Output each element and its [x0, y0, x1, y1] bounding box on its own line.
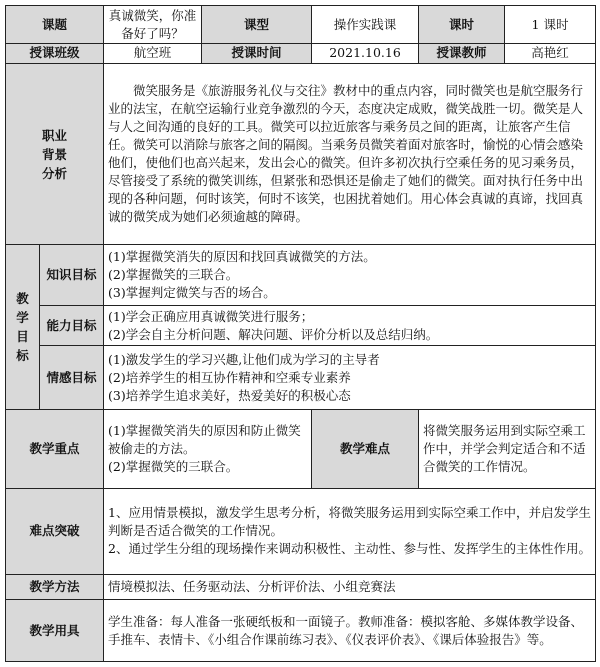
teacher-value: 高艳红	[505, 44, 596, 64]
ability-goal-item: (1)学会正确应用真诚微笑进行服务；	[108, 308, 314, 324]
knowledge-goal-item: (2)掌握微笑的三联合。	[108, 267, 239, 283]
breakthrough-item: 2、通过学生分组的现场操作来调动积极性、主动性、参与性、发挥学生的主体性作用。	[108, 541, 591, 557]
breakthrough-label: 难点突破	[6, 488, 104, 575]
time-label: 授课时间	[202, 44, 312, 64]
teaching-methods-label: 教学方法	[6, 575, 104, 600]
hours-value: 1 课时	[505, 6, 596, 44]
type-value: 操作实践课	[312, 6, 419, 44]
key-points-list	[104, 410, 312, 488]
difficult-points-text: 将微笑服务运用到实际空乘工作中，并学会判定适合和不适合微笑的工作情况。	[419, 410, 596, 488]
teacher-label: 授课教师	[419, 44, 505, 64]
difficult-points-label: 教学难点	[312, 410, 419, 488]
knowledge-goal-item: (1)掌握微笑消失的原因和找回真诚微笑的方法。	[108, 249, 376, 265]
knowledge-goal-item: (3)掌握判定微笑与否的场合。	[108, 285, 276, 301]
ability-goals-list	[104, 306, 596, 346]
teaching-goals-label	[6, 245, 40, 410]
teaching-methods-text: 情境模拟法、任务驱动法、分析评价法、小组竞赛法	[104, 575, 596, 600]
key-points-label: 教学重点	[6, 410, 104, 488]
goals-label-char-2: 学	[16, 310, 29, 326]
knowledge-goals-label: 知识目标	[40, 245, 104, 306]
career-analysis-label	[6, 63, 104, 245]
class-label: 授课班级	[6, 44, 104, 64]
time-value: 2021.10.16	[312, 44, 419, 64]
key-point-item: (2)掌握微笑的三联合。	[108, 458, 239, 474]
knowledge-goals-list	[104, 245, 596, 306]
career-analysis-text: 微笑服务是《旅游服务礼仪与交往》教材中的重点内容，同时微笑也是航空服务行业的法宝，在航空运输行业竞争激烈的今天，态度决定成败，微笑战胜一切。微笑是人与人之间沟通的良好的工具。微笑可以拉近旅客与乘务员之间的距离，让旅客产生信任。微笑可以消除与旅客之间的隔阂。当乘务员微笑着面对旅客时，愉悦的心情会感染他们，使他们也高兴起来，发出会心的微笑。但许多初次执行空乘任务的见习乘务员，尽管接受了系统的微笑训练，但紧张和恐惧还是偷走了她们的微笑。面对执行任务中出现的各种问题，何时该笑，何时不该笑，也困扰着她们。用心体会真诚的真谛，找回真诚的微笑成为她们必须逾越的障碍。	[104, 63, 596, 245]
goals-label-char-1: 教	[16, 291, 29, 307]
teaching-tools-label: 教学用具	[6, 600, 104, 662]
emotion-goals-label: 情感目标	[40, 346, 104, 410]
emotion-goals-list	[104, 346, 596, 410]
emotion-goal-item: (1)激发学生的学习兴趣,让他们成为学习的主导者	[108, 351, 380, 367]
career-label-line-1: 职业	[42, 127, 68, 143]
breakthrough-item: 1、应用情景模拟，激发学生思考分析，将微笑服务运用到实际空乘工作中，并启发学生判断是否适合微笑的工作情况。	[108, 505, 591, 539]
topic-value: 真诚微笑，你准备好了吗？	[104, 6, 202, 44]
ability-goals-label: 能力目标	[40, 306, 104, 346]
career-label-line-3: 分析	[42, 165, 68, 181]
key-point-item: (1)掌握微笑消失的原因和防止微笑被偷走的方法。	[108, 422, 301, 456]
teaching-tools-text: 学生准备：每人准备一张硬纸板和一面镜子。教师准备：模拟客舱、多媒体教学设备、手推车、表情卡、《小组合作课前练习表》、《仪表评价表》、《课后体验报告》等。	[104, 600, 596, 662]
type-label: 课型	[202, 6, 312, 44]
emotion-goal-item: (3)培养学生追求美好，热爱美好的积极心态	[108, 387, 351, 403]
topic-label: 课题	[6, 6, 104, 44]
ability-goal-item: (2)学会自主分析问题、解决问题、评价分析以及总结归纳。	[108, 326, 439, 342]
goals-label-char-3: 目	[16, 329, 29, 345]
hours-label: 课时	[419, 6, 505, 44]
class-value: 航空班	[104, 44, 202, 64]
emotion-goal-item: (2)培养学生的相互协作精神和空乘专业素养	[108, 369, 351, 385]
lesson-plan-table	[5, 5, 596, 662]
career-label-line-2: 背景	[42, 146, 68, 162]
goals-label-char-4: 标	[16, 348, 29, 364]
breakthrough-list	[104, 488, 596, 575]
